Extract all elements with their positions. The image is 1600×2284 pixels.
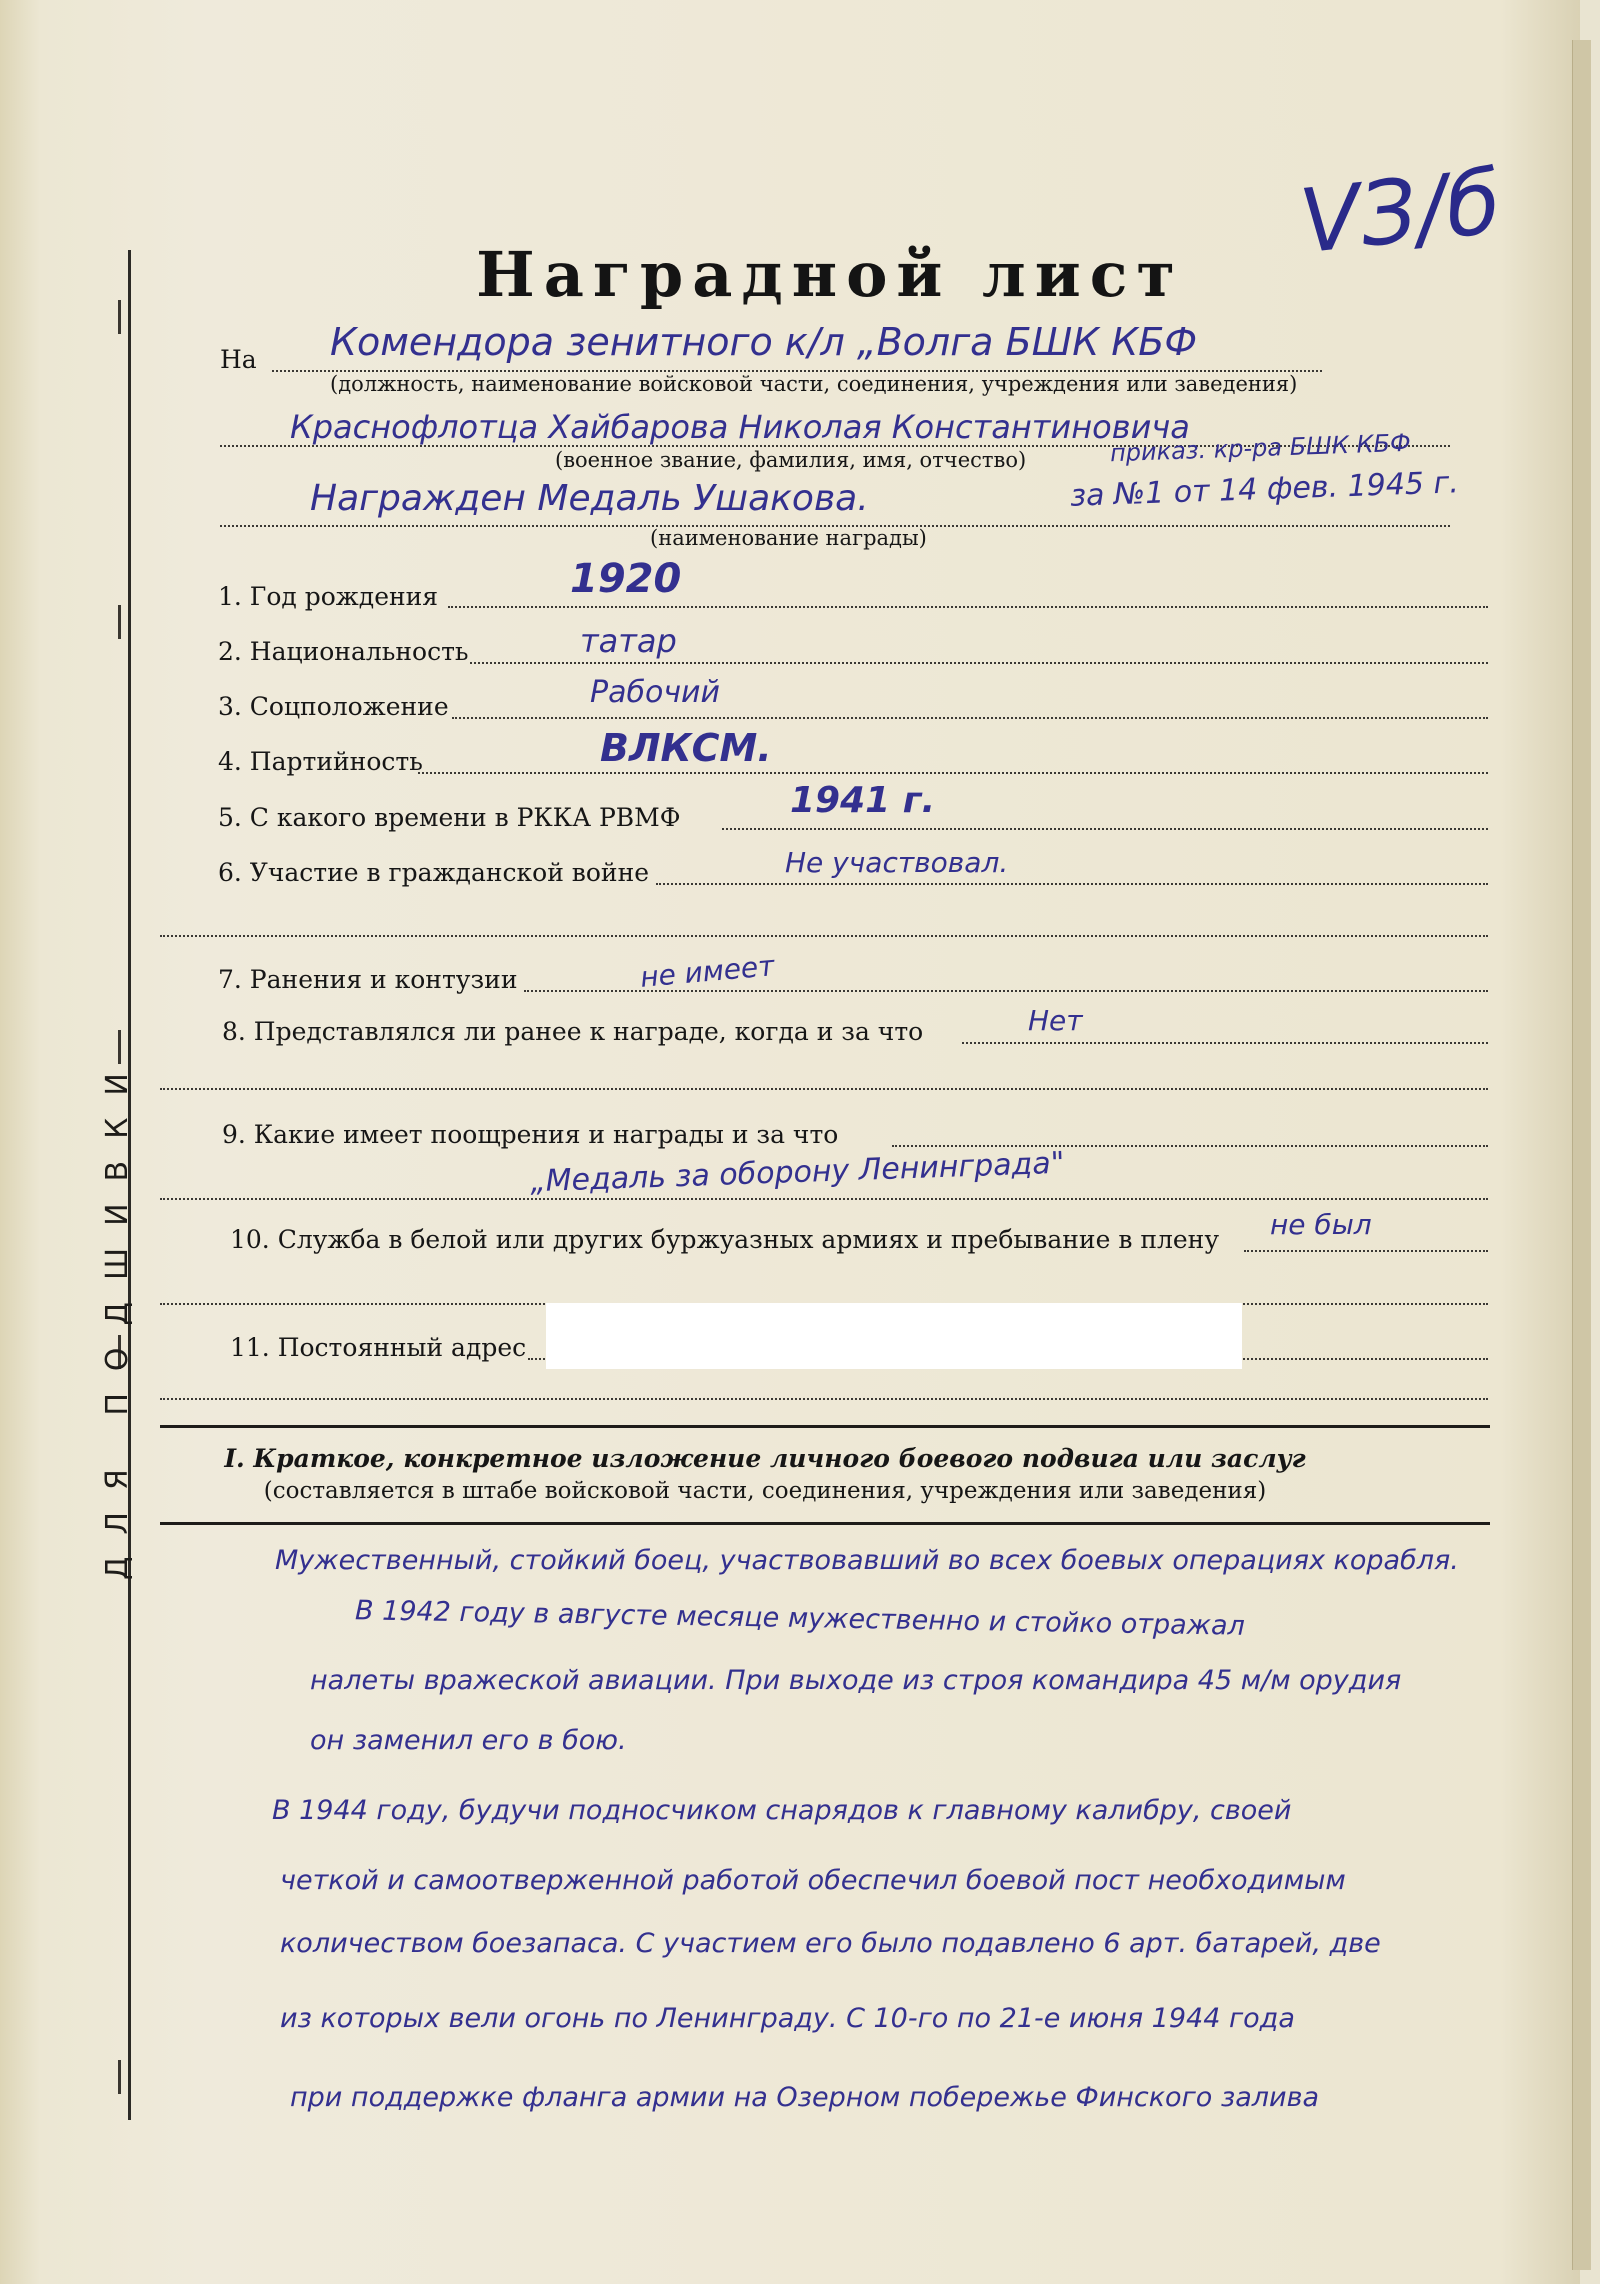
field-line (722, 828, 1488, 830)
narrative-line: он заменил его в бою. (310, 1725, 627, 1756)
field-label-white-army: 10. Служба в белой или других буржуазных армиях и пребывание в плену (230, 1225, 1220, 1254)
field-label-service-since: 5. С какого времени в РККА РВМФ (218, 803, 681, 832)
field-value-social-status: Рабочий (590, 675, 721, 710)
narrative-line: Мужественный, стойкий боец, участвовавший во всех боевых операциях корабля. (275, 1545, 1459, 1576)
field-line (470, 662, 1488, 664)
field-value-white-army: не был (1270, 1208, 1372, 1241)
field-label-party: 4. Партийность (218, 747, 423, 776)
binding-hole (118, 2060, 141, 2094)
binding-hole (118, 605, 141, 639)
field-label-awards: 9. Какие имеет поощрения и награды и за что (222, 1120, 839, 1149)
field-label-address: 11. Постоянный адрес (230, 1333, 527, 1362)
field-line (452, 717, 1488, 719)
field-label-civil-war: 6. Участие в гражданской войне (218, 858, 650, 887)
section-bottom-rule (160, 1522, 1490, 1525)
field-value-nationality: татар (580, 622, 677, 660)
narrative-line: В 1942 году в августе месяце мужественно и стойко отражал (354, 1595, 1246, 1642)
field-label-wounds: 7. Ранения и контузии (218, 965, 518, 994)
narrative-line: В 1944 году, будучи подносчиком снарядов к главному калибру, своей (272, 1795, 1292, 1826)
field-label-birth-year: 1. Год рождения (218, 582, 439, 611)
na-label: На (220, 345, 257, 374)
narrative-line: из которых вели огонь по Ленинграду. С 10-го по 21-е июня 1944 года (280, 2003, 1295, 2034)
field-line (448, 606, 1488, 608)
field-line (656, 883, 1488, 885)
redacted-address (546, 1303, 1242, 1369)
document-title: Наградной лист (476, 238, 1184, 311)
field-line-continuation (160, 1088, 1488, 1090)
award-value: Награжден Медаль Ушакова. (310, 478, 869, 519)
corner-handwritten-mark: VЗ/б (1295, 149, 1506, 274)
field-line-continuation (160, 935, 1488, 937)
field-label-social-status: 3. Соцположение (218, 692, 449, 721)
field-label-nationality: 2. Национальность (218, 637, 469, 666)
field-value-wounds: не имеет (638, 949, 776, 994)
section-title: I. Краткое, конкретное изложение личного боевого подвига или заслуг (224, 1444, 1306, 1473)
section-subtitle: (составляется в штабе войсковой части, соединения, учреждения или заведения) (263, 1478, 1267, 1504)
field-value-civil-war: Не участвовал. (785, 846, 1009, 879)
page-edge (1572, 40, 1591, 2270)
narrative-line: количеством боезапаса. С участием его было подавлено 6 арт. батарей, две (280, 1928, 1381, 1959)
field-line (1244, 1250, 1488, 1252)
position-value: Комендора зенитного к/л „Волга БШК КБФ (330, 320, 1198, 364)
position-caption: (должность, наименование войсковой части, соединения, учреждения или заведения) (330, 372, 1298, 396)
narrative-line: при поддержке фланга армии на Озерном побережье Финского залива (290, 2082, 1320, 2113)
field-line-continuation (160, 1198, 1488, 1200)
field-value-party: ВЛКСМ. (600, 726, 772, 770)
field-label-prior-award: 8. Представлялся ли ранее к награде, когда и за что (222, 1017, 924, 1046)
narrative-line: четкой и самоотверженной работой обеспечил боевой пост необходимым (280, 1865, 1346, 1896)
order-note-line1: приказ. кр-ра БШК КБФ (1109, 428, 1412, 468)
field-line-continuation (160, 1398, 1488, 1400)
field-line (418, 772, 1488, 774)
narrative-line: налеты вражеской авиации. При выходе из строя командира 45 м/м орудия (310, 1665, 1402, 1696)
field-line (892, 1145, 1488, 1147)
binding-hole (118, 300, 141, 334)
margin-label: ДЛЯ ПОДШИВКИ (100, 1051, 135, 1580)
name-caption: (военное звание, фамилия, имя, отчество) (555, 448, 1027, 472)
field-value-awards: „Медаль за оборону Ленинграда" (529, 1145, 1066, 1200)
field-value-birth-year: 1920 (570, 556, 682, 602)
field-value-prior-award: Нет (1028, 1004, 1083, 1037)
field-value-service-since: 1941 г. (790, 780, 936, 821)
order-note-line2: за №1 от 14 фев. 1945 г. (1069, 465, 1460, 514)
name-value: Краснофлотца Хайбарова Николая Константиновича (290, 408, 1190, 446)
field-line (962, 1042, 1488, 1044)
section-top-rule (160, 1425, 1490, 1428)
award-caption: (наименование награды) (650, 526, 927, 550)
